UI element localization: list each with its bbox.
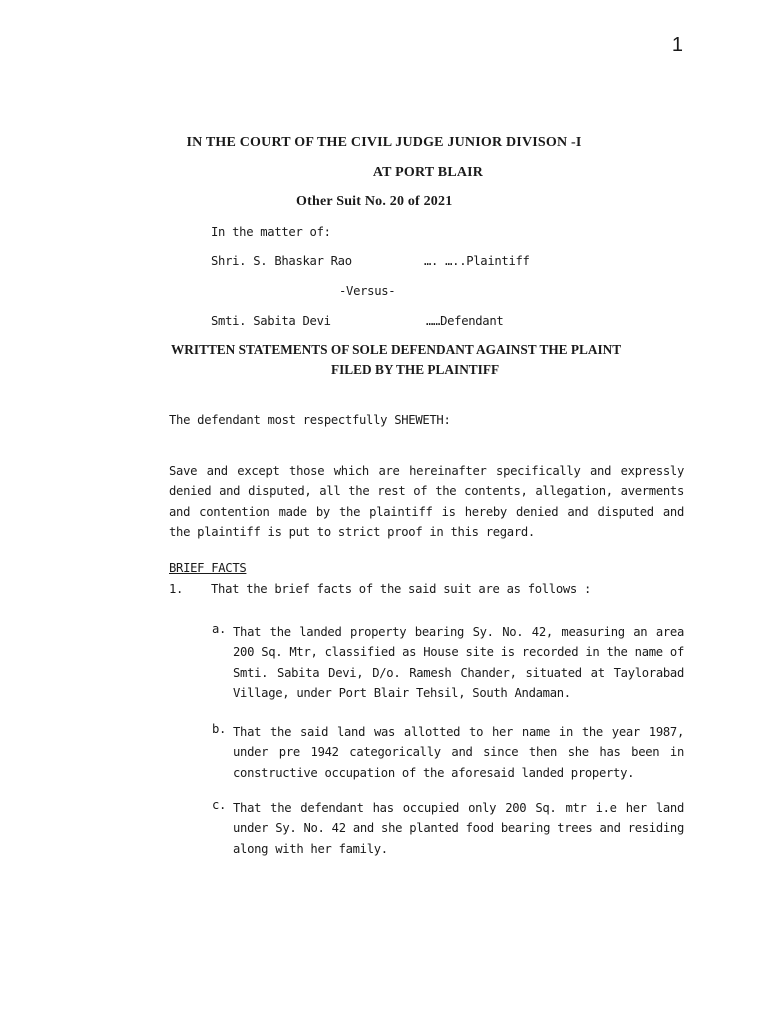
defendant-role: ……Defendant: [426, 314, 504, 328]
court-title: IN THE COURT OF THE CIVIL JUDGE JUNIOR DIVISON -I: [186, 135, 582, 150]
sub-item-c-text: That the defendant has occupied only 200 Sq. mtr i.e her land under Sy. No. 42 and she planted food bearing trees and residing along with her family.: [233, 801, 684, 856]
page-number: 1: [671, 34, 683, 56]
item-1-text: That the brief facts of the said suit are as follows :: [211, 582, 592, 596]
matter-intro: In the matter of:: [211, 225, 331, 239]
sub-item-a-text: That the landed property bearing Sy. No. 42, measuring an area 200 Sq. Mtr, classified as House site is recorded in the name of Smti. Sabita Devi, D/o. Ramesh Chander, situated at Taylorabad Village, under Port Blair Tehsil, South Andaman.: [233, 625, 684, 700]
sheweth-line: The defendant most respectfully SHEWETH:: [169, 413, 451, 427]
item-1-number: 1.: [169, 582, 184, 596]
written-statement-heading-line1: WRITTEN STATEMENTS OF SOLE DEFENDANT AGAINST THE PLAINT: [171, 342, 622, 357]
preliminary-denial-paragraph: Save and except those which are hereinafter specifically and expressly denied and disputed, all the rest of the contents, allegation, averments and contention made by the plaintiff is hereby denied and disputed and the plaintiff is put to strict proof in this regard.: [169, 464, 684, 539]
brief-facts-heading: BRIEF FACTS: [169, 561, 247, 575]
sub-item-c-label: c.: [212, 798, 227, 812]
sub-item-b-label: b.: [212, 722, 227, 736]
sub-item-a-label: a.: [212, 622, 227, 636]
plaintiff-role: …. …..Plaintiff: [424, 254, 530, 268]
suit-number: Other Suit No. 20 of 2021: [296, 194, 453, 209]
versus-label: -Versus-: [339, 284, 396, 298]
defendant-name: Smti. Sabita Devi: [211, 314, 331, 328]
written-statement-heading-line2: FILED BY THE PLAINTIFF: [331, 362, 500, 377]
sub-item-b-text: That the said land was allotted to her name in the year 1987, under pre 1942 categorically and since then she has been in constructive occupation of the aforesaid landed property.: [233, 725, 684, 780]
plaintiff-name: Shri. S. Bhaskar Rao: [211, 254, 352, 268]
court-location: AT PORT BLAIR: [372, 165, 484, 180]
